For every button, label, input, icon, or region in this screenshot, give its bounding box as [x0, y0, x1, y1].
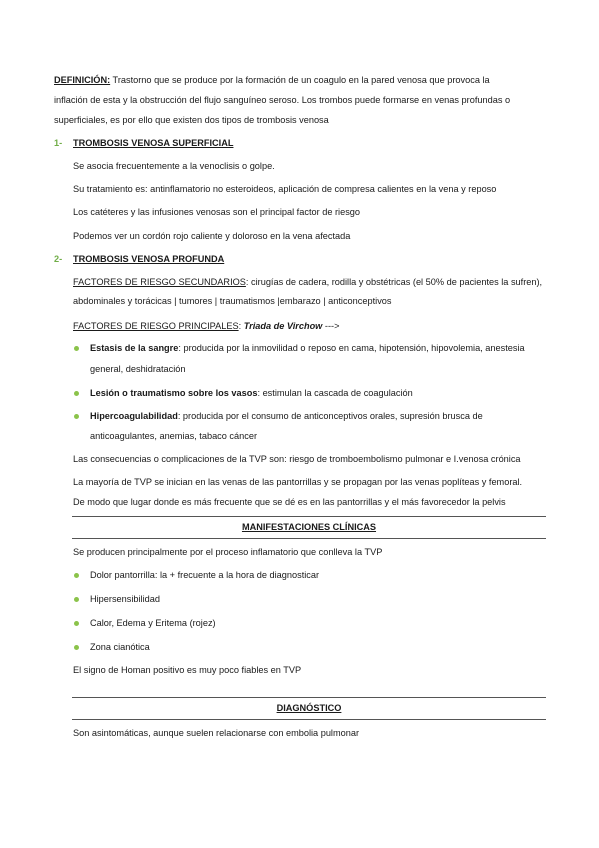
bullet-icon: [74, 346, 79, 351]
section-1-title: TROMBOSIS VENOSA SUPERFICIAL: [73, 138, 234, 148]
principal-risk-line: [73, 320, 339, 332]
diagnostico-title: DIAGNÓSTICO: [276, 703, 342, 713]
secondary-risk-line-1: [73, 276, 542, 288]
secondary-risk-text-1: : cirugías de cadera, rodilla y obstétricas (el 50% de pacientes la sufren),: [245, 277, 543, 287]
section-2-title: TROMBOSIS VENOSA PROFUNDA: [73, 254, 225, 264]
majority-line-1: La mayoría de TVP se inician en las venas de las pantorrillas y se propagan por las venas poplíteas y femoral.: [73, 477, 523, 487]
triad-item-1-continuation: general, deshidratación: [90, 364, 186, 374]
divider-bottom: [72, 538, 546, 539]
triad-item-2-bold: Lesión o traumatismo sobre los vasos: [90, 388, 258, 398]
triad-item-3-bold: Hipercoagulabilidad: [90, 411, 178, 421]
manifestacion-item-2: Hipersensibilidad: [90, 594, 160, 604]
divider-top: [72, 697, 546, 698]
definition-line-2: inflación de esta y la obstrucción del flujo sanguíneo seroso. Los trombos puede formarse en venas profundas o: [54, 95, 511, 105]
diagnostico-text: Son asintomáticas, aunque suelen relacionarse con embolia pulmonar: [73, 728, 360, 738]
definition-text-1: Trastorno que se produce por la formación de un coagulo en la pared venosa que provoca la: [110, 75, 490, 85]
triad-item-3-continuation: anticoagulantes, anemias, tabaco cáncer: [90, 431, 258, 441]
section-1-line-3: Los catéteres y las infusiones venosas son el principal factor de riesgo: [73, 207, 361, 217]
bullet-icon: [74, 391, 79, 396]
triad-item-3-text: : producida por el consumo de anticonceptivos orales, supresión brusca de: [177, 411, 483, 421]
divider-top: [72, 516, 546, 517]
manifestacion-item-1: Dolor pantorrilla: la + frecuente a la hora de diagnosticar: [90, 570, 320, 580]
triad-item-2-text: : estimulan la cascada de coagulación: [257, 388, 413, 398]
definition-line-1: [54, 74, 490, 86]
bullet-icon: [74, 621, 79, 626]
divider-bottom: [72, 719, 546, 720]
manifestaciones-intro: Se producen principalmente por el proceso inflamatorio que conlleva la TVP: [73, 547, 383, 557]
section-1-line-4: Podemos ver un cordón rojo caliente y doloroso en la vena afectada: [73, 231, 351, 241]
bullet-icon: [74, 597, 79, 602]
triad-item-1: [90, 342, 525, 354]
manifestacion-item-3: Calor, Edema y Eritema (rojez): [90, 618, 216, 628]
principal-risk-label: FACTORES DE RIESGO PRINCIPALES: [73, 321, 239, 331]
secondary-risk-line-2: abdominales y torácicas | tumores | traumatismos |embarazo | anticonceptivos: [73, 296, 392, 306]
triad-item-1-text: : producida por la inmovilidad o reposo en cama, hipotensión, hipovolemia, anestesia: [178, 343, 525, 353]
secondary-risk-label: FACTORES DE RIESGO SECUNDARIOS: [73, 277, 246, 287]
homan-sign-note: El signo de Homan positivo es muy poco fiables en TVP: [73, 665, 302, 675]
definition-label: DEFINICIÓN:: [54, 75, 111, 85]
definition-line-3: superficiales, es por ello que existen dos tipos de trombosis venosa: [54, 115, 329, 125]
manifestacion-item-4: Zona cianótica: [90, 642, 150, 652]
triad-item-3: [90, 410, 483, 422]
section-1-line-2: Su tratamiento es: antinflamatorio no esteroideos, aplicación de compresa calientes en la vena y reposo: [73, 184, 497, 194]
virchow-triad: Triada de Virchow: [243, 321, 323, 331]
triad-item-2: [90, 387, 413, 399]
consequences-text: Las consecuencias o complicaciones de la TVP son: riesgo de tromboembolismo pulmonar e I.venosa crónica: [73, 454, 521, 464]
triad-item-1-bold: Estasis de la sangre: [90, 343, 179, 353]
section-1-number: 1-: [54, 138, 63, 148]
principal-arrow: --->: [322, 321, 340, 331]
manifestaciones-title: MANIFESTACIONES CLÍNICAS: [241, 522, 377, 532]
bullet-icon: [74, 573, 79, 578]
majority-line-2: De modo que lugar donde es más frecuente que se dé es en las pantorrillas y el más favorecedor la pelvis: [73, 497, 506, 507]
bullet-icon: [74, 645, 79, 650]
section-2-number: 2-: [54, 254, 63, 264]
section-1-line-1: Se asocia frecuentemente a la venoclisis o golpe.: [73, 161, 275, 171]
bullet-icon: [74, 414, 79, 419]
principal-risk-colon: :: [238, 321, 244, 331]
